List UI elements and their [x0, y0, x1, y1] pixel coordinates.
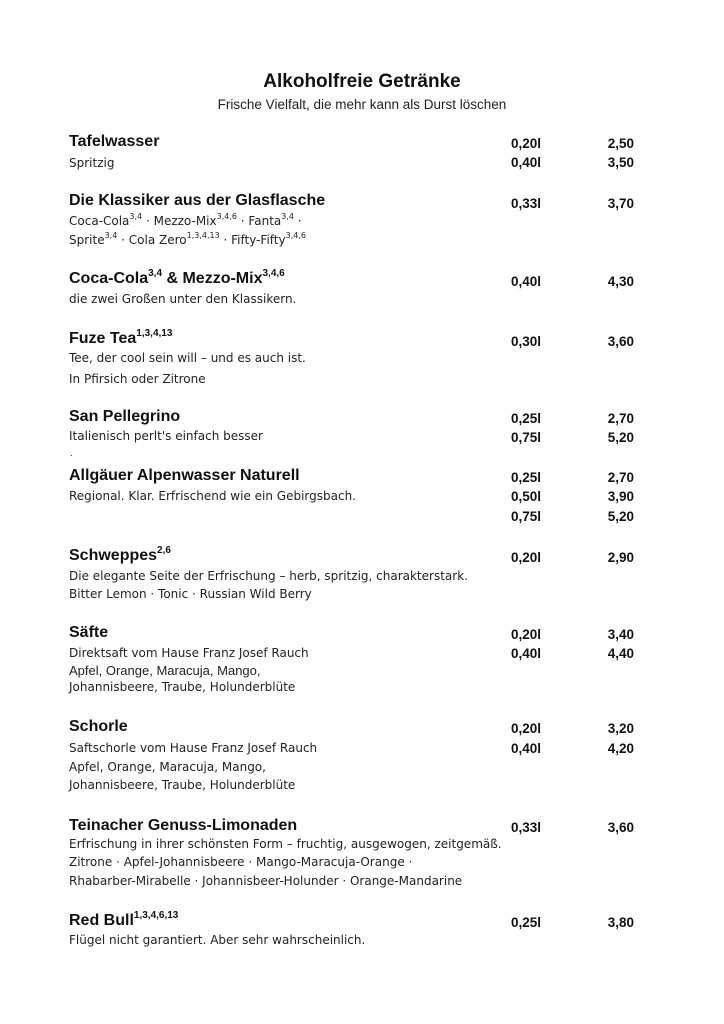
item-price: 3,50 — [607, 155, 634, 170]
item-volume: 0,25l — [511, 470, 542, 485]
item-description: Rhabarber-Mirabelle · Johannisbeer-Holunder · Orange-Mandarine — [69, 874, 463, 888]
item-volume: 0,50l — [511, 489, 542, 504]
item-volume: 0,40l — [511, 155, 542, 170]
item-description: Erfrischung in ihrer schönsten Form – fruchtig, ausgewogen, zeitgemäß. — [69, 837, 502, 851]
item-volume: 0,75l — [511, 430, 542, 445]
item-price: 2,70 — [607, 470, 634, 485]
item-description: In Pfirsich oder Zitrone — [69, 372, 206, 386]
item-name: Coca-Cola$^{3,4}$ & Mezzo-Mix$^{3,4,6}$ — [69, 268, 285, 287]
item-description: Italienisch perlt's einfach besser — [69, 429, 263, 443]
item-price: 2,50 — [607, 136, 634, 151]
item-price: 3,40 — [607, 627, 634, 642]
item-description: die zwei Großen unter den Klassikern. — [69, 292, 297, 306]
item-name: Schorle — [69, 718, 128, 735]
item-volume: 0,20l — [511, 136, 542, 151]
item-description: Die elegante Seite der Erfrischung – herb, spritzig, charakterstark. — [69, 569, 468, 583]
item-volume: 0,20l — [511, 627, 542, 642]
item-name: Red Bull$^{1,3,4,6,13}$ — [69, 910, 179, 929]
item-description: Johannisbeere, Traube, Holunderblüte — [69, 680, 296, 694]
item-description: Bitter Lemon · Tonic · Russian Wild Berry — [69, 587, 312, 601]
item-price: 4,30 — [607, 274, 634, 289]
item-price: 3,60 — [607, 334, 634, 349]
item-price: 4,20 — [607, 741, 634, 756]
item-price: 3,90 — [607, 489, 634, 504]
item-description: Tee, der cool sein will – und es auch ist. — [69, 351, 306, 365]
item-description: Spritzig — [69, 156, 115, 170]
item-price: 3,80 — [607, 915, 634, 930]
item-volume: 0,40l — [511, 274, 542, 289]
item-name: Schweppes$^{2,6}$ — [69, 545, 171, 564]
item-name: San Pellegrino — [69, 408, 181, 425]
item-price: 2,70 — [607, 411, 634, 426]
item-volume: 0,30l — [511, 334, 542, 349]
item-description: Regional. Klar. Erfrischend wie ein Gebirgsbach. — [69, 489, 356, 503]
stray-dot: . — [70, 448, 73, 459]
item-volume: 0,33l — [511, 196, 542, 211]
item-description: Apfel, Orange, Maracuja, Mango, — [69, 760, 266, 774]
page-subtitle: Frische Vielfalt, die mehr kann als Durst löschen — [217, 97, 507, 112]
item-name: Tafelwasser — [69, 133, 160, 150]
item-name: Säfte — [69, 624, 109, 641]
item-volume: 0,25l — [511, 411, 542, 426]
item-volume: 0,40l — [511, 646, 542, 661]
item-price: 5,20 — [607, 509, 634, 524]
item-description: Zitrone · Apfel-Johannisbeere · Mango-Maracuja-Orange · — [69, 855, 413, 869]
item-description: Johannisbeere, Traube, Holunderblüte — [69, 778, 296, 792]
item-name: Fuze Tea$^{1,3,4,13}$ — [69, 328, 173, 347]
item-volume: 0,20l — [511, 721, 542, 736]
item-volume: 0,40l — [511, 741, 542, 756]
item-volume: 0,20l — [511, 550, 542, 565]
item-volume: 0,75l — [511, 509, 542, 524]
item-volume: 0,25l — [511, 915, 542, 930]
item-price: 4,40 — [607, 646, 634, 661]
page-title: Alkoholfreie Getränke — [263, 71, 461, 92]
item-description: Saftschorle vom Hause Franz Josef Rauch — [69, 741, 318, 755]
item-name: Teinacher Genuss-Limonaden — [69, 817, 298, 834]
item-price: 2,90 — [607, 550, 634, 565]
item-price: 5,20 — [607, 430, 634, 445]
item-description: Coca-Cola$^{3,4}$ · Mezzo-Mix$^{3,4,6}$ · Fanta$^{3,4}$ · — [69, 212, 302, 228]
item-description: Apfel, Orange, Maracuja, Mango, — [69, 663, 261, 678]
item-price: 3,60 — [607, 820, 634, 835]
item-price: 3,20 — [607, 721, 634, 736]
item-name: Allgäuer Alpenwasser Naturell — [69, 467, 300, 484]
item-description: Direktsaft vom Hause Franz Josef Rauch — [69, 646, 309, 660]
item-description: Flügel nicht garantiert. Aber sehr wahrscheinlich. — [69, 933, 366, 947]
item-name: Die Klassiker aus der Glasflasche — [69, 192, 326, 209]
item-description: Sprite$^{3,4}$ · Cola Zero$^{1,3,4,13}$ · Fifty-Fifty$^{3,4,6}$ — [69, 231, 306, 247]
item-price: 3,70 — [607, 196, 634, 211]
item-volume: 0,33l — [511, 820, 542, 835]
